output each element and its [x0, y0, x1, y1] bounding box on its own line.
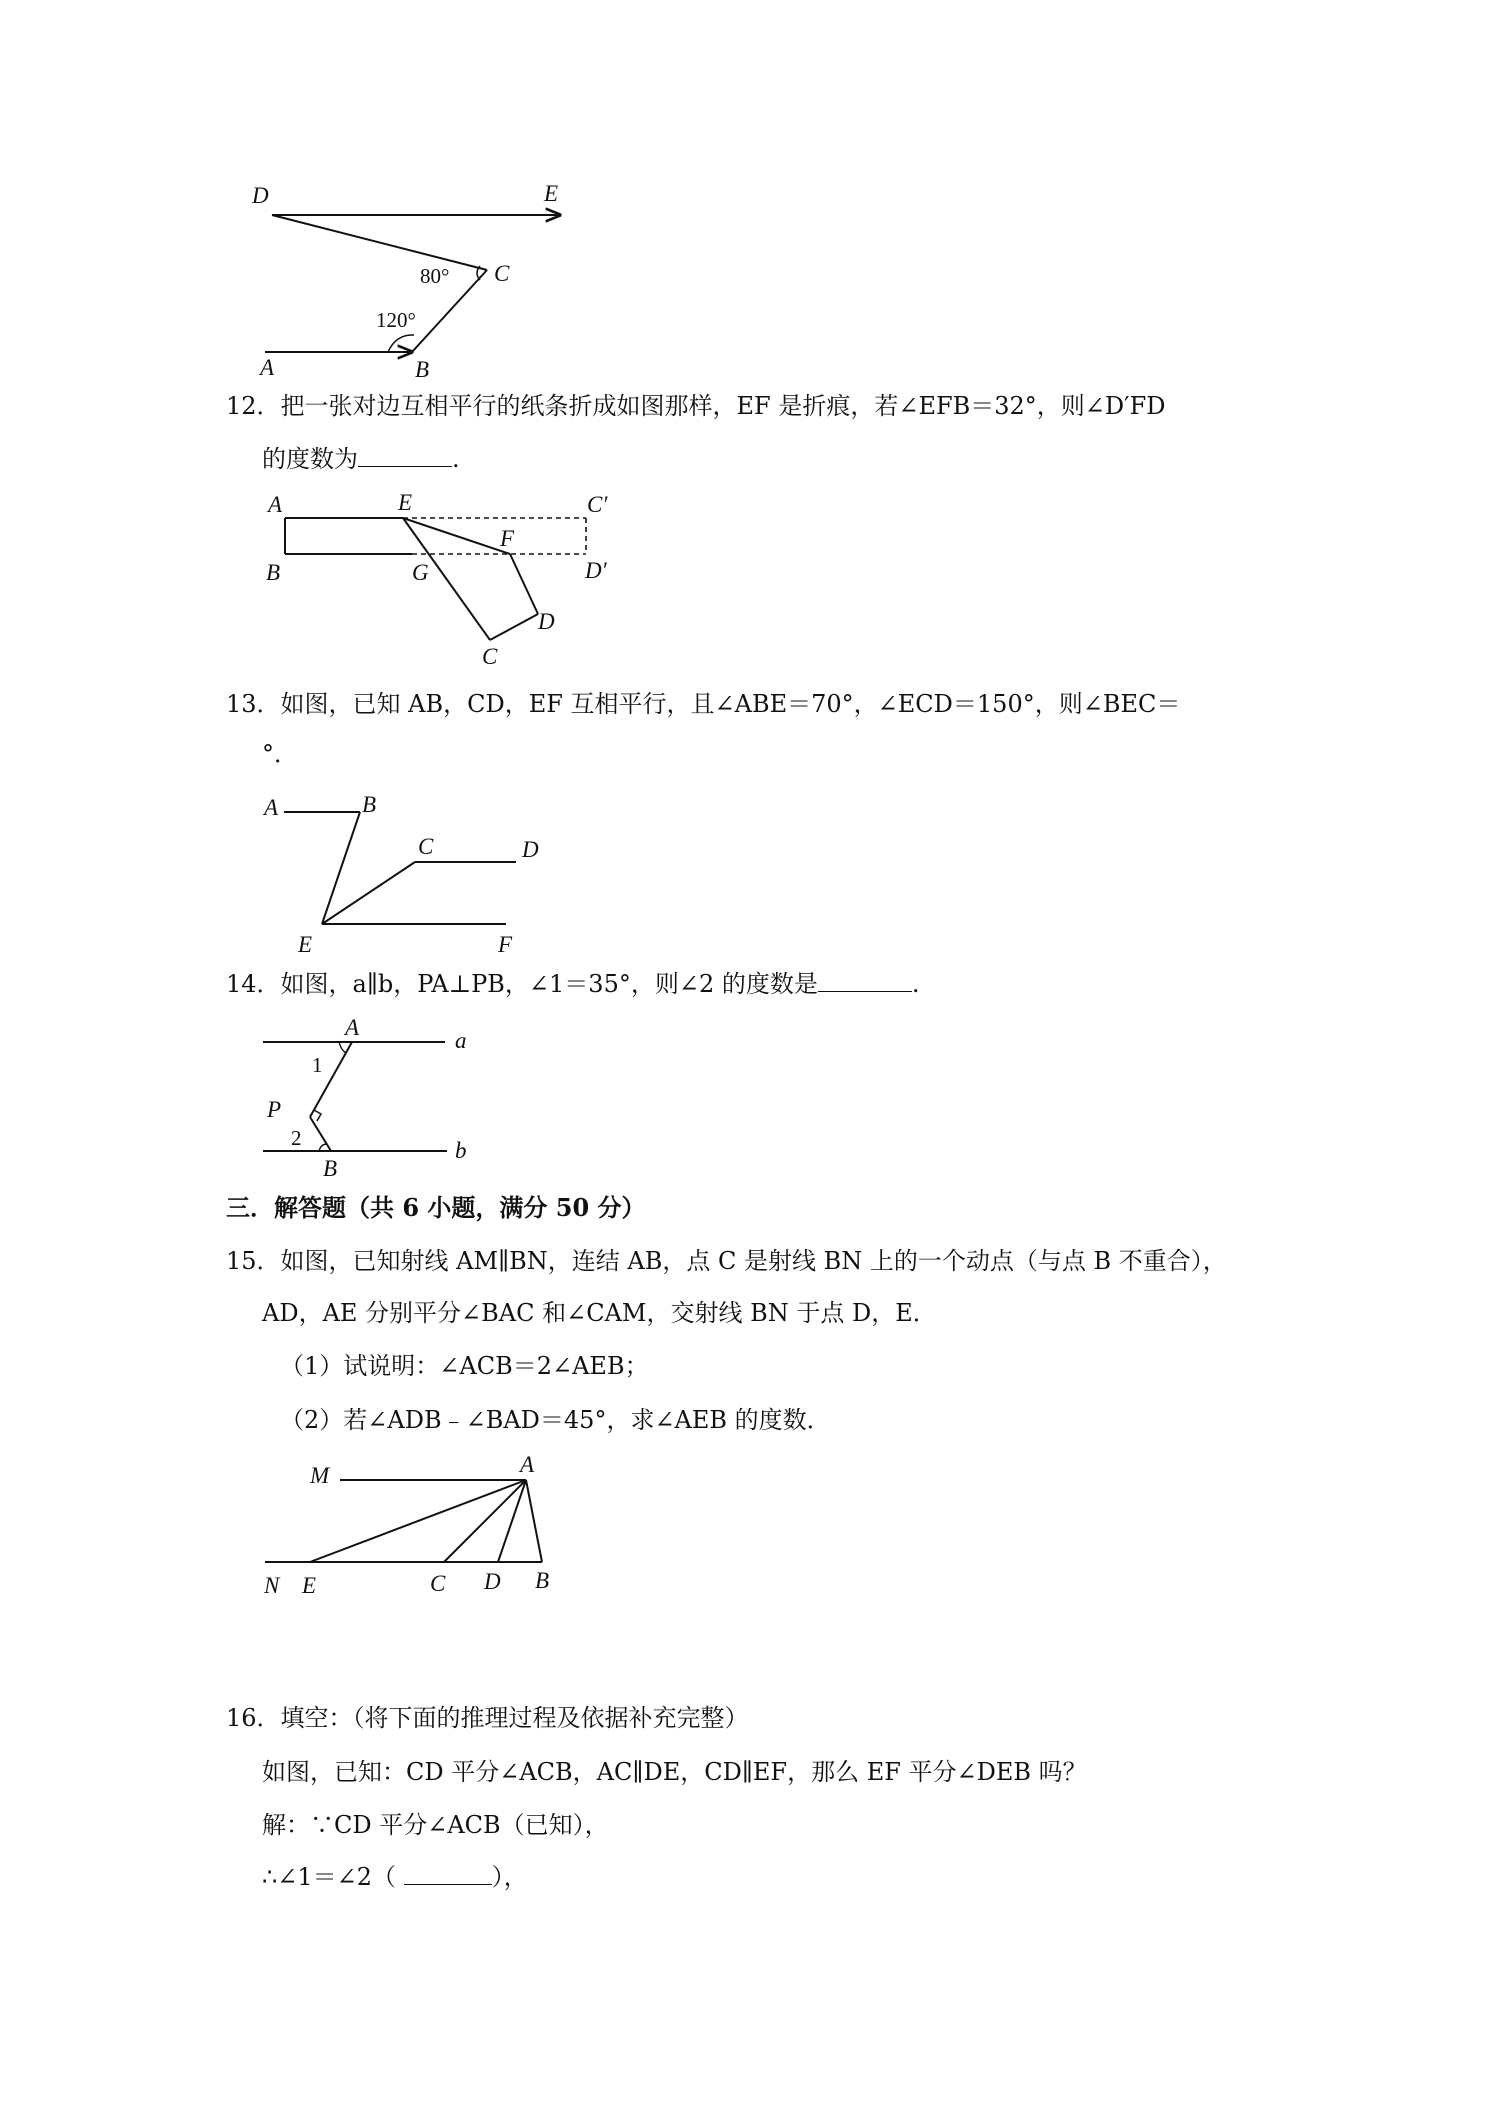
label-E: E	[398, 490, 413, 515]
q15-part1: （1）试说明：∠ACB＝2∠AEB；	[280, 1352, 649, 1380]
label-b: b	[455, 1138, 467, 1163]
label-C: C	[482, 644, 498, 669]
q13-line1: 13．如图，已知 AB，CD，EF 互相平行，且∠ABE＝70°，∠ECD＝150°，则∠BEC＝	[226, 690, 1181, 718]
q16-line3: 解：∵CD 平分∠ACB（已知），	[262, 1811, 609, 1839]
label-A: A	[260, 355, 275, 380]
q13-line2	[262, 738, 298, 770]
q15-line1: 15．如图，已知射线 AM∥BN，连结 AB，点 C 是射线 BN 上的一个动点（与点 B 不重合），	[226, 1247, 1227, 1275]
label-A: A	[264, 795, 279, 820]
figure-q11	[250, 170, 590, 380]
label-E: E	[302, 1573, 317, 1598]
label-M: M	[310, 1463, 330, 1488]
label-B: B	[323, 1156, 338, 1181]
label-a: a	[455, 1028, 467, 1053]
label-B: B	[535, 1568, 550, 1593]
q12-line2-text: 的度数为	[262, 445, 358, 473]
label-D: D	[538, 609, 555, 634]
q14-answer-blank[interactable]	[818, 969, 912, 992]
figure-q15	[260, 1452, 580, 1602]
figure-q14	[255, 1014, 485, 1184]
q12-line2	[262, 443, 460, 475]
q15-part2: （2）若∠ADB﹣∠BAD＝45°，求∠AEB 的度数．	[280, 1406, 831, 1434]
label-G: G	[412, 560, 429, 585]
figure-q13	[260, 782, 560, 962]
label-B: B	[362, 792, 377, 817]
q12-line2-end: .	[452, 445, 460, 473]
q13-line2-text: °．	[262, 740, 298, 768]
section3-title: 三．解答题（共 6 小题，满分 50 分）	[226, 1193, 646, 1222]
q12-answer-blank[interactable]	[358, 444, 452, 467]
angle-c-label: 80°	[420, 264, 450, 288]
label-C: C	[430, 1571, 446, 1596]
label-A: A	[520, 1452, 535, 1477]
label-A: A	[268, 492, 283, 517]
angle-1-label: 1	[312, 1053, 323, 1077]
q16-line1: 16．填空：（将下面的推理过程及依据补充完整）	[226, 1704, 749, 1732]
q16-line4-text: ∴∠1＝∠2（	[262, 1863, 397, 1891]
q16-line2: 如图，已知：CD 平分∠ACB，AC∥DE，CD∥EF，那么 EF 平分∠DEB 吗？	[262, 1758, 1087, 1786]
label-E: E	[544, 181, 559, 206]
label-A: A	[345, 1015, 360, 1040]
angle-b-label: 120°	[376, 308, 416, 332]
angle-2-label: 2	[291, 1126, 302, 1150]
label-B: B	[266, 560, 281, 585]
label-C: C	[494, 261, 510, 286]
label-F: F	[500, 526, 515, 551]
figure-q12	[260, 492, 620, 672]
q14-line	[226, 968, 920, 1000]
label-C-prime: C′	[587, 492, 608, 517]
label-D: D	[484, 1569, 501, 1594]
q16-line4-end: ），	[491, 1863, 528, 1891]
q16-line4	[262, 1861, 528, 1893]
q15-line2: AD，AE 分别平分∠BAC 和∠CAM，交射线 BN 于点 D，E．	[262, 1299, 937, 1327]
q14-end: .	[911, 970, 920, 998]
label-D-prime: D′	[585, 558, 607, 583]
label-E: E	[298, 932, 313, 957]
label-B: B	[415, 357, 430, 382]
q16-reason-blank[interactable]	[404, 1862, 492, 1885]
label-N: N	[264, 1573, 280, 1598]
q12-line1: 12．把一张对边互相平行的纸条折成如图那样，EF 是折痕，若∠EFB＝32°，则∠D′FD	[226, 392, 1166, 420]
label-D: D	[522, 837, 539, 862]
label-F: F	[498, 932, 513, 957]
label-D: D	[252, 183, 269, 208]
label-P: P	[267, 1097, 282, 1122]
q14-text: 14．如图，a∥b，PA⊥PB，∠1＝35°，则∠2 的度数是	[226, 970, 818, 998]
label-C: C	[418, 834, 434, 859]
